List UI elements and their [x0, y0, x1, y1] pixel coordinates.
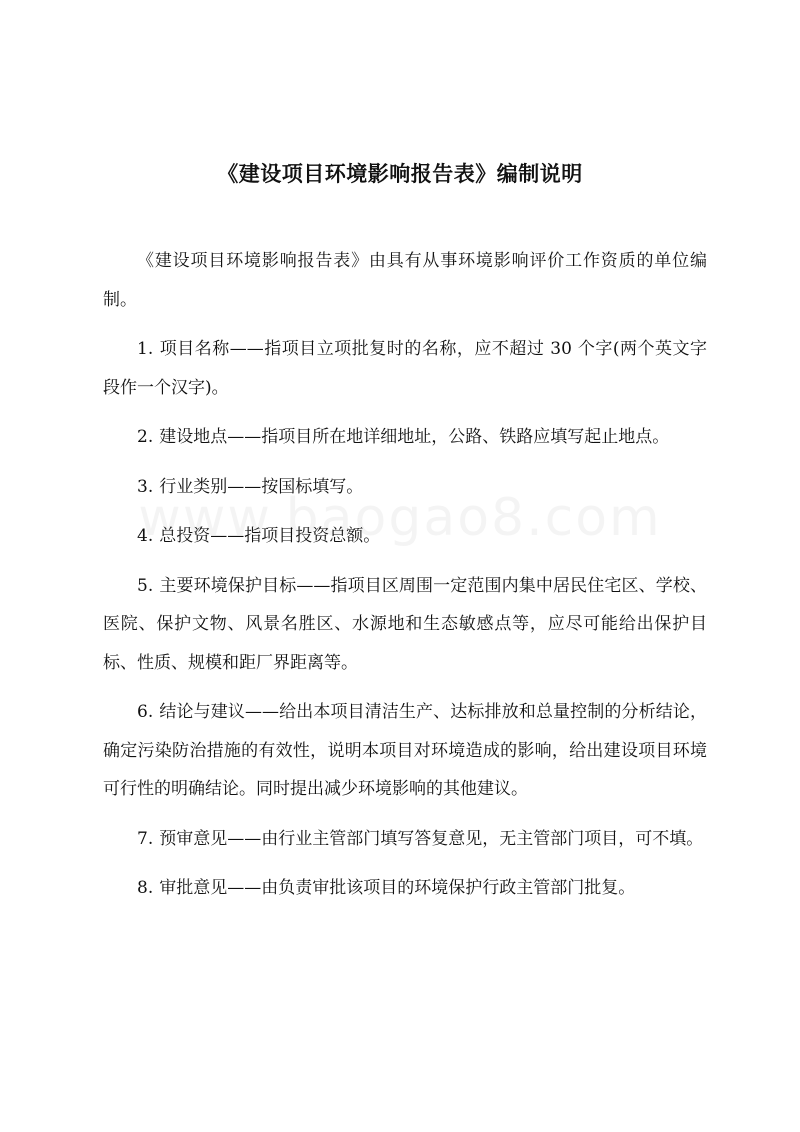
item-paragraph-2 [103, 418, 707, 457]
item-number: 8. [137, 878, 154, 898]
item-paragraph-1 [103, 330, 707, 407]
item-paragraph-6 [103, 693, 707, 809]
item-text: 结论与建议——给出本项目清洁生产、达标排放和总量控制的分析结论，确定污染防治措施的有效性，说明本项目对环境造成的影响，给出建设项目环境可行性的明确结论。同时提出减少环境影响的其他建议。 [103, 702, 707, 799]
item-text: 行业类别——按国标填写。 [159, 476, 364, 497]
item-text: 项目名称——指项目立项批复时的名称，应不超过 30 个字(两个英文字段作一个汉字)。 [103, 339, 707, 398]
item-number: 4. [137, 526, 154, 546]
item-number: 7. [137, 828, 154, 849]
item-number: 3. [137, 476, 154, 497]
item-paragraph-8 [103, 869, 707, 908]
item-paragraph-4 [103, 517, 707, 556]
item-number: 1. [137, 339, 154, 359]
intro-paragraph: 《建设项目环境影响报告表》由具有从事环境影响评价工作资质的单位编制。 [103, 251, 707, 310]
item-text: 建设地点——指项目所在地详细地址，公路、铁路应填写起止地点。 [159, 427, 670, 447]
item-paragraph-3 [103, 468, 707, 507]
item-text: 主要环境保护目标——指项目区周围一定范围内集中居民住宅区、学校、医院、保护文物、风景名胜区、水源地和生态敏感点等，应尽可能给出保护目标、性质、规模和距厂界距离等。 [103, 575, 707, 673]
item-text: 预审意见——由行业主管部门填写答复意见，无主管部门项目，可不填。 [159, 828, 704, 849]
item-paragraph-7 [103, 820, 707, 859]
item-number: 5. [137, 575, 154, 596]
item-number: 2. [137, 427, 154, 447]
item-text: 审批意见——由负责审批该项目的环境保护行政主管部门批复。 [159, 878, 636, 898]
item-paragraph-5 [103, 567, 707, 683]
document-title: 《建设项目环境影响报告表》编制说明 [217, 162, 583, 186]
document-body [103, 242, 707, 919]
item-text: 总投资——指项目投资总额。 [159, 526, 381, 546]
item-number: 6. [137, 702, 154, 722]
